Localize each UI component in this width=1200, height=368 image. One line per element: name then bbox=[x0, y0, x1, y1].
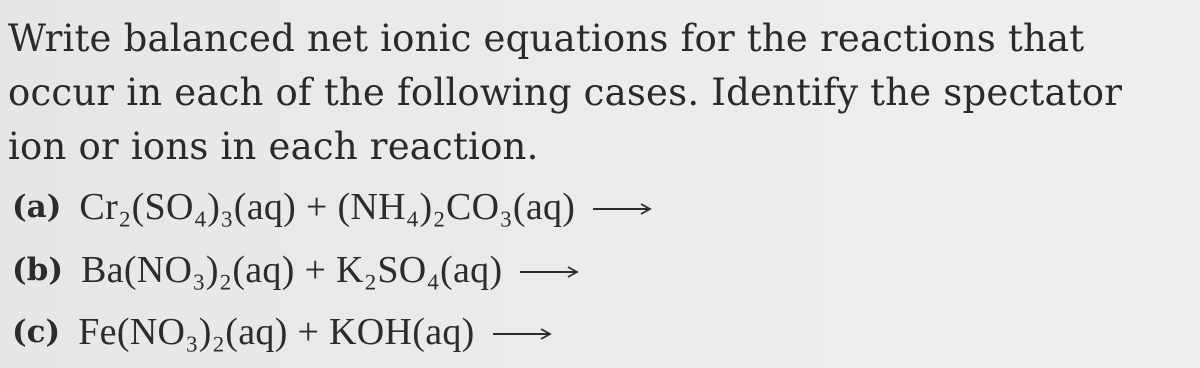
equation-a bbox=[12, 185, 653, 229]
equation-label: (a) bbox=[12, 189, 62, 225]
equation-label: (c) bbox=[12, 314, 61, 350]
right-arrow-icon bbox=[518, 262, 580, 282]
equation-reactants: Fe(NO₃)₂(aq) + KOH(aq) bbox=[78, 311, 475, 353]
equation-label: (b) bbox=[12, 252, 64, 288]
equation-b bbox=[12, 248, 580, 292]
prompt-line: Write balanced net ionic equations for the reactions that bbox=[8, 17, 1085, 60]
prompt-line: ion or ions in each reaction. bbox=[8, 125, 539, 168]
prompt-line: occur in each of the following cases. Identify the spectator bbox=[8, 71, 1123, 114]
right-arrow-icon bbox=[591, 199, 653, 219]
equation-c bbox=[12, 310, 553, 354]
question-prompt bbox=[8, 12, 1188, 174]
equation-reactants: Ba(NO₃)₂(aq) + K₂SO₄(aq) bbox=[81, 249, 503, 291]
right-arrow-icon bbox=[491, 324, 553, 344]
equation-reactants: Cr₂(SO₄)₃(aq) + (NH₄)₂CO₃(aq) bbox=[79, 186, 576, 228]
